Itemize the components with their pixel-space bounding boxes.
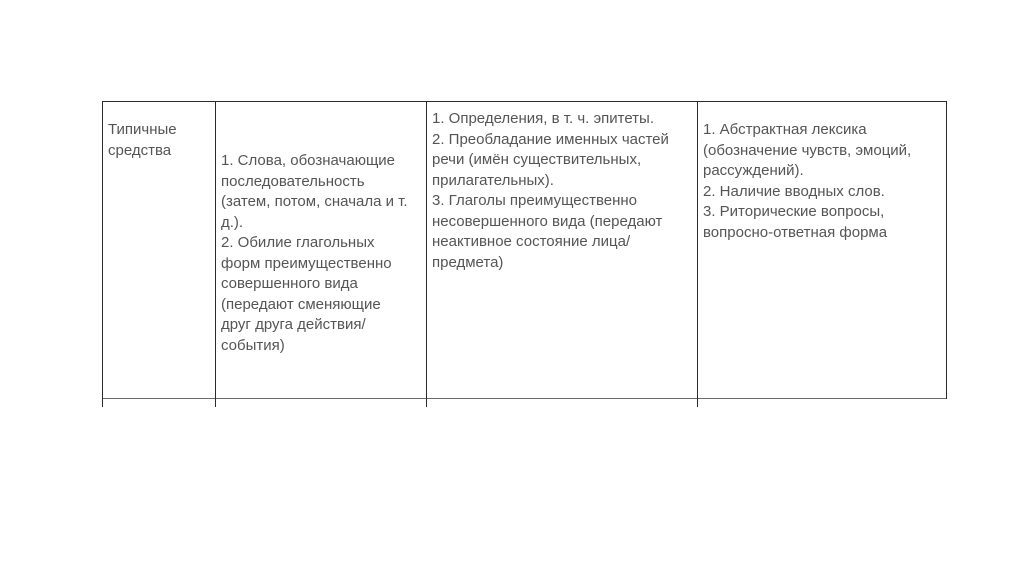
row-label-cell: Типичные средства <box>108 121 177 159</box>
table-cell-col3: 1. Абстрактная лексика (обозначение чувств, эмоций, рассуждений). 2. Наличие вводных слов. 3. Риторические вопросы, вопросно-ответная форма <box>703 121 912 241</box>
table-top-border <box>102 101 947 102</box>
table-row-divider <box>102 398 947 399</box>
table-left-border <box>102 101 103 407</box>
table-right-border <box>946 101 947 399</box>
table-cell-col2: 1. Определения, в т. ч. эпитеты. 2. Преобладание именных частей речи (имён существительных, прилагательных). 3. Глаголы преимущественно несовершенного вида (передают неактивное состояние лица/ предмета) <box>432 110 669 271</box>
table-column-divider-3 <box>697 101 698 407</box>
table-column-divider-1 <box>215 101 216 407</box>
table-column-divider-2 <box>426 101 427 407</box>
table-cell-col1: 1. Слова, обозначающие последовательность (затем, потом, сначала и т. д.). 2. Обилие глагольных форм преимущественно совершенного вида (передают сменяющие друг друга действия/ события) <box>221 152 408 354</box>
